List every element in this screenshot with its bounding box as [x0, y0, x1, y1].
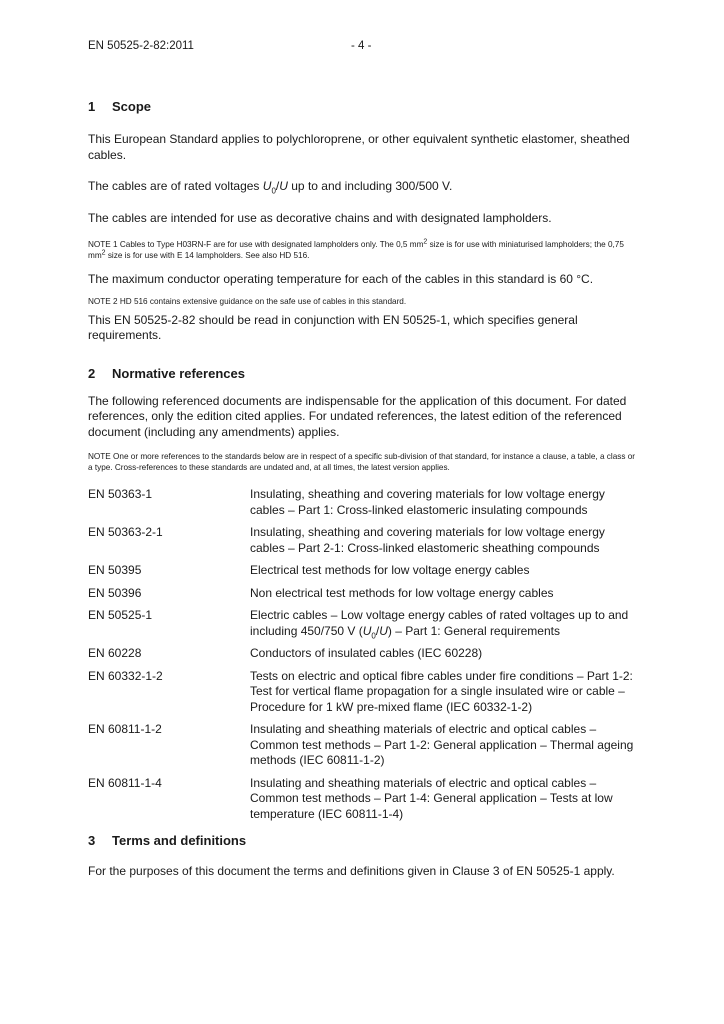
reference-title: Insulating and sheathing materials of electric and optical cables – Common test methods – Part 1-4: General application – Tests at low temperature (IEC 60811-1-4)	[250, 775, 613, 821]
scope-paragraph-3: The cables are intended for use as decorative chains and with designated lampholders.	[88, 210, 552, 225]
reference-title: Tests on electric and optical fibre cables under fire conditions – Part 1-2: Test for vertical flame propagation for a single insulated wire or cable – Procedure for 1 kW pre-mixed flame (IEC 60332-1-2)	[250, 668, 633, 714]
page-number: - 4 -	[351, 40, 372, 52]
reference-title: Insulating and sheathing materials of electric and optical cables – Common test methods – Part 1-2: General application – Thermal ageing methods (IEC 60811-1-2)	[250, 722, 634, 767]
section-2-heading: 2 Normative references	[88, 365, 245, 381]
scope-paragraph-4: The maximum conductor operating temperature for each of the cables in this standard is 60 °C.	[88, 272, 594, 286]
reference-code: EN 50363-1	[88, 487, 153, 501]
normative-note: NOTE One or more references to the standards below are in respect of a specific sub-division of that standard, for instance a clause, a table, a class or a type. Cross-references to these standards are undated and, at all times, the latest version applies.	[88, 452, 636, 472]
reference-code: EN 60811-1-2	[88, 722, 162, 736]
reference-item	[88, 646, 638, 662]
section-1-heading: 1 Scope	[88, 99, 152, 114]
scope-paragraph-2: The cables are of rated voltages $U_0/U$ up to and including 300/500 V.	[88, 179, 453, 196]
reference-item	[88, 563, 638, 579]
reference-item	[88, 487, 638, 518]
reference-code: EN 50525-1	[88, 608, 153, 622]
reference-item	[88, 669, 638, 716]
note-1: NOTE 1 Cables to Type H03RN-F are for use with designated lampholders only. The 0,5 $mm^2$ size is for use with miniaturised lampholders; the 0,75 $mm^2$ size is for use with E 14 lampholders. See also HD 516.	[88, 238, 624, 260]
reference-code: EN 50395	[88, 563, 142, 577]
reference-item	[88, 722, 638, 769]
normative-paragraph-1: The following referenced documents are indispensable for the application of this document. For dated references, only the edition cited applies. For undated references, the latest edition of the referenced document (including any amendments) applies.	[88, 393, 627, 439]
reference-title: Electrical test methods for low voltage energy cables	[250, 563, 530, 577]
reference-code: EN 50396	[88, 585, 142, 600]
reference-code: EN 60811-1-4	[88, 775, 162, 790]
note-2: NOTE 2 HD 516 contains extensive guidance on the safe use of cables in this standard.	[88, 296, 407, 306]
reference-title: Insulating, sheathing and covering materials for low voltage energy cables – Part 2-1: Cross-linked elastomeric sheathing compounds	[250, 525, 605, 555]
document-id: EN 50525-2-82:2011	[88, 40, 194, 52]
scope-paragraph-1: This European Standard applies to polychloroprene, or other equivalent synthetic elastomer, sheathed cables.	[88, 132, 630, 162]
reference-code: EN 60228	[88, 646, 142, 660]
terms-paragraph: For the purposes of this document the terms and definitions given in Clause 3 of EN 50525-1 apply.	[88, 864, 615, 878]
reference-title: Non electrical test methods for low voltage energy cables	[250, 585, 554, 600]
reference-code: EN 50363-2-1	[88, 525, 163, 539]
reference-title: Insulating, sheathing and covering materials for low voltage energy cables – Part 1: Cross-linked elastomeric insulating compounds	[250, 487, 605, 517]
reference-title: Electric cables – Low voltage energy cables of rated voltages up to and including 450/750 V $(U_0/U)$ – Part 1: General requirements	[250, 608, 629, 640]
reference-item	[88, 608, 638, 639]
reference-item	[88, 776, 638, 823]
section-3-heading: 3 Terms and definitions	[88, 833, 247, 848]
reference-item	[88, 586, 638, 602]
reference-list	[88, 487, 638, 822]
page-content	[88, 98, 638, 880]
reference-code: EN 60332-1-2	[88, 668, 163, 683]
reference-title: Conductors of insulated cables (IEC 60228)	[250, 646, 483, 660]
scope-paragraph-5: This EN 50525-2-82 should be read in conjunction with EN 50525-1, which specifies general requirements.	[88, 312, 578, 342]
reference-item	[88, 525, 638, 556]
page-header	[88, 40, 636, 56]
